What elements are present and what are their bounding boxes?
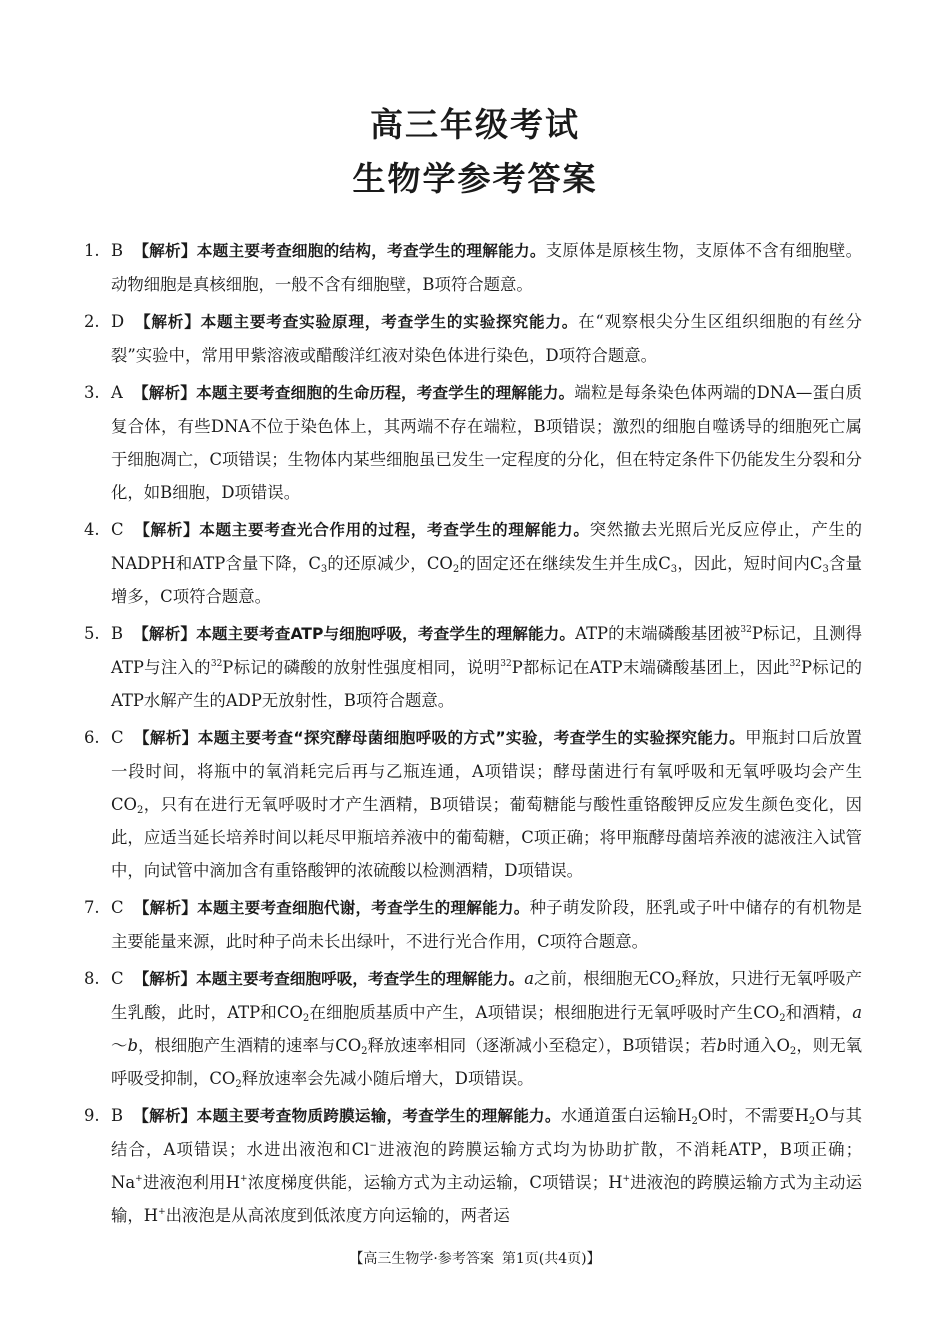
answer-item-7 <box>84 891 862 958</box>
analysis-tag: 【解析】 <box>134 313 201 331</box>
item-answer: C <box>111 898 124 917</box>
analysis-lead: 本题主要考查细胞的生命历程，考查学生的理解能力。 <box>196 384 575 402</box>
item-answer: D <box>111 312 125 331</box>
analysis-lead: 本题主要考查细胞呼吸，考查学生的理解能力。 <box>196 970 525 988</box>
document-title <box>0 98 950 206</box>
analysis-tag: 【解析】 <box>133 729 198 747</box>
answer-item-6 <box>84 721 862 887</box>
item-answer: A <box>111 383 123 402</box>
item-answer: B <box>111 241 124 260</box>
answer-item-3 <box>84 376 862 509</box>
answer-item-4 <box>84 513 862 613</box>
analysis-tag: 【解析】 <box>133 625 197 643</box>
analysis-body: 支原体是原核生物，支原体不含有细胞壁。动物细胞是真核细胞，一般不含有细胞壁，B项符合题意。 <box>111 241 862 294</box>
item-answer: B <box>111 624 124 643</box>
footer-page-number: 第1页(共4页)】 <box>501 1251 601 1267</box>
item-number: 3. <box>84 383 100 402</box>
analysis-body: a之前，根细胞无$CO_2$释放，只进行无氧呼吸产生乳酸，此时，ATP和$CO_2$在细胞质基质中产生，A项错误；根细胞进行无氧呼吸时产生$CO_2$和酒精，a～b，根细胞产生酒精的速率与$CO_2$释放速率相同（逐渐减小至稳定），B项错误；若b时通入$O_2$，则无氧呼吸受抑制，$CO_2$释放速率会先减小随后增大，D项错误。 <box>111 969 863 1090</box>
analysis-tag: 【解析】 <box>132 384 197 402</box>
item-number: 8. <box>84 969 100 988</box>
analysis-lead: 本题主要考查光合作用的过程，考查学生的理解能力。 <box>199 521 590 539</box>
analysis-body: 端粒是每条染色体两端的DNA—蛋白质复合体，有些DNA不位于染色体上，其两端不存在端粒，B项错误；激烈的细胞自噬诱导的细胞死亡属于细胞凋亡，C项错误；生物体内某些细胞虽已发生一定程度的分化，但在特定条件下仍能发生分裂和分化，如B细胞，D项错误。 <box>111 383 862 502</box>
analysis-body: 突然撤去光照后光反应停止，产生的NADPH和ATP含量下降，$C_3$的还原减少，$CO_2$的固定还在继续发生并生成$C_3$，因此，短时间内$C_3$含量增多，C项符合题意。 <box>111 520 862 606</box>
item-number: 7. <box>84 898 100 917</box>
item-number: 1. <box>84 241 100 260</box>
analysis-lead: 本题主要考查ATP与细胞呼吸，考查学生的理解能力。 <box>196 625 576 643</box>
analysis-body: 在“观察根尖分生区组织细胞的有丝分裂”实验中，常用甲紫溶液或醋酸洋红液对染色体进行染色，D项符合题意。 <box>111 312 862 365</box>
analysis-tag: 【解析】 <box>133 521 200 539</box>
item-number: 6. <box>84 728 100 747</box>
footer-course: 【高三生物学·参考答案 <box>349 1251 494 1267</box>
analysis-lead: 本题主要考查细胞的结构，考查学生的理解能力。 <box>196 242 546 260</box>
analysis-tag: 【解析】 <box>133 242 197 260</box>
analysis-lead: 本题主要考查实验原理，考查学生的实验探究能力。 <box>200 313 579 331</box>
title-line-1: 高三年级考试 <box>370 105 580 144</box>
analysis-lead: 本题主要考查“探究酵母菌细胞呼吸的方式”实验，考查学生的实验探究能力。 <box>197 729 746 747</box>
title-line-2: 生物学参考答案 <box>352 159 598 198</box>
item-number: 4. <box>84 520 100 539</box>
item-number: 5. <box>84 624 100 643</box>
answer-item-2 <box>84 305 862 372</box>
analysis-body: 甲瓶封口后放置一段时间，将瓶中的氧消耗完后再与乙瓶连通，A项错误；酵母菌进行有氧呼吸和无氧呼吸均会产生$CO_2$，只有在进行无氧呼吸时才产生酒精，B项错误；葡萄糖能与酸性重铬酸钾反应发生颜色变化，因此，应适当延长培养时间以耗尽甲瓶培养液中的葡萄糖，C项正确；将甲瓶酵母菌培养液的滤液注入试管中，向试管中滴加含有重铬酸钾的浓硫酸以检测酒精，D项错误。 <box>111 728 862 880</box>
analysis-tag: 【解析】 <box>133 970 197 988</box>
item-answer: B <box>111 1106 124 1125</box>
answer-item-8 <box>84 962 862 1095</box>
answer-item-5 <box>84 617 862 717</box>
analysis-body: 种子萌发阶段，胚乳或子叶中储存的有机物是主要能量来源，此时种子尚未长出绿叶，不进行光合作用，C项符合题意。 <box>111 898 862 951</box>
item-answer: C <box>111 969 124 988</box>
analysis-body: ATP的末端磷酸基团被$^{32}$P标记，且测得ATP与注入的$^{32}$P标记的磷酸的放射性强度相同，说明$^{32}$P都标记在ATP末端磷酸基团上，因此$^{32}$P标记的ATP水解产生的ADP无放射性，B项符合题意。 <box>111 624 863 710</box>
item-answer: C <box>111 728 124 747</box>
analysis-lead: 本题主要考查细胞代谢，考查学生的理解能力。 <box>197 899 530 917</box>
answer-item-9 <box>84 1099 862 1232</box>
analysis-tag: 【解析】 <box>133 899 198 917</box>
item-number: 9. <box>84 1106 100 1125</box>
answer-item-1 <box>84 234 862 301</box>
page-footer <box>0 1248 950 1268</box>
analysis-body: 水通道蛋白运输$H_2O$时，不需要$H_2O$与其结合，A项错误；水进出液泡和Cl−进液泡的跨膜运输方式均为协助扩散，不消耗ATP，B项正确；Na+进液泡利用H+浓度梯度供能，运输方式为主动运输，C项错误；H+进液泡的跨膜运输方式为主动运输，H+出液泡是从高浓度到低浓度方向运输的，两者运 <box>111 1106 863 1225</box>
item-answer: C <box>111 520 124 539</box>
answer-list <box>84 234 862 1236</box>
item-number: 2. <box>84 312 100 331</box>
analysis-lead: 本题主要考查物质跨膜运输，考查学生的理解能力。 <box>196 1107 561 1125</box>
analysis-tag: 【解析】 <box>133 1107 197 1125</box>
